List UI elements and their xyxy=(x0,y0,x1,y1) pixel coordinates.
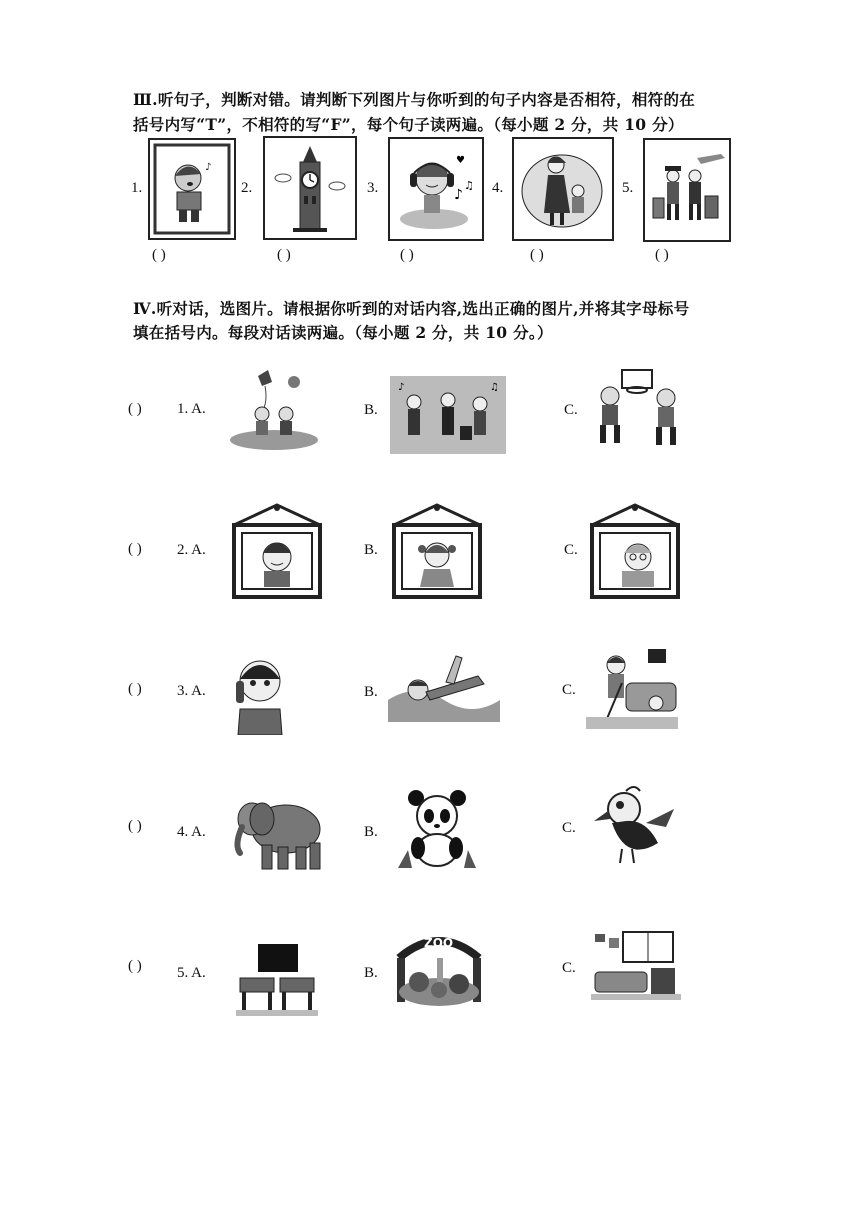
item-number: 3. xyxy=(367,180,379,196)
svg-text:♫: ♫ xyxy=(464,179,474,192)
elephant-icon xyxy=(228,793,326,873)
svg-text:♪: ♪ xyxy=(205,162,212,173)
answer-paren[interactable]: ( ) xyxy=(530,247,544,263)
svg-text:♪: ♪ xyxy=(454,187,463,203)
boy-phone-icon xyxy=(230,651,290,735)
cleaning-icon xyxy=(586,645,678,729)
item-number: 2. xyxy=(241,180,253,196)
clock-tower-icon xyxy=(263,136,357,240)
kite-flying-icon xyxy=(228,368,320,452)
item-number: 5. xyxy=(622,180,634,196)
option-label: B. xyxy=(364,824,378,840)
option-label: C. xyxy=(562,820,576,836)
option-label: C. xyxy=(564,542,578,558)
answer-paren[interactable]: ( ) xyxy=(128,681,142,697)
living-room-icon xyxy=(591,928,681,1000)
option-label: 4. A. xyxy=(177,824,206,840)
option-label: B. xyxy=(364,965,378,981)
option-label: B. xyxy=(364,542,378,558)
panda-icon xyxy=(398,788,476,870)
answer-paren[interactable]: ( ) xyxy=(400,247,414,263)
answer-paren[interactable]: ( ) xyxy=(655,247,669,263)
item-number: 4. xyxy=(492,180,504,196)
girl-portrait-icon xyxy=(388,503,486,599)
answer-paren[interactable]: ( ) xyxy=(277,247,291,263)
answer-paren[interactable]: ( ) xyxy=(152,247,166,263)
item-number: 1. xyxy=(131,180,143,196)
classroom-icon xyxy=(236,944,318,1016)
option-label: 3. A. xyxy=(177,683,206,699)
option-label: 5. A. xyxy=(177,965,206,981)
swimmer-icon xyxy=(388,652,500,722)
travelers-icon xyxy=(643,138,731,242)
answer-paren[interactable]: ( ) xyxy=(128,958,142,974)
option-label: B. xyxy=(364,684,378,700)
zoo-sign: ZOO xyxy=(424,936,454,950)
answer-paren[interactable]: ( ) xyxy=(128,401,142,417)
option-label: C. xyxy=(562,960,576,976)
svg-text:♥: ♥ xyxy=(456,155,465,166)
part3-title-line1: Ⅲ.听句子，判断对错。请判断下列图片与你听到的句子内容是否相符，相符的在 xyxy=(133,90,696,109)
option-label: C. xyxy=(564,402,578,418)
option-label: C. xyxy=(562,682,576,698)
boy-singing-icon xyxy=(148,138,236,240)
band-playing-icon xyxy=(390,376,506,454)
zoo-icon xyxy=(393,928,485,1008)
grandma-portrait-icon xyxy=(586,503,684,599)
svg-text:♪: ♪ xyxy=(398,382,405,393)
part4-title-line2: 填在括号内。每段对话读两遍。（每小题 2 分，共 10 分。） xyxy=(133,323,553,342)
mother-child-icon xyxy=(512,137,614,241)
answer-paren[interactable]: ( ) xyxy=(128,541,142,557)
svg-text:♫: ♫ xyxy=(490,382,499,393)
part3-title-line2: 括号内写“T”，不相符的写“F”，每个句子读两遍。（每小题 2 分，共 10 分） xyxy=(133,115,684,134)
option-label: 2. A. xyxy=(177,542,206,558)
girl-headphones-icon xyxy=(388,137,484,241)
parrot-icon xyxy=(586,783,676,867)
part4-title-line1: Ⅳ.听对话，选图片。请根据你听到的对话内容,选出正确的图片,并将其字母标号 xyxy=(133,299,690,318)
option-label: 1. A. xyxy=(177,401,206,417)
answer-paren[interactable]: ( ) xyxy=(128,818,142,834)
basketball-icon xyxy=(586,368,690,450)
boy-portrait-icon xyxy=(228,503,326,599)
option-label: B. xyxy=(364,402,378,418)
